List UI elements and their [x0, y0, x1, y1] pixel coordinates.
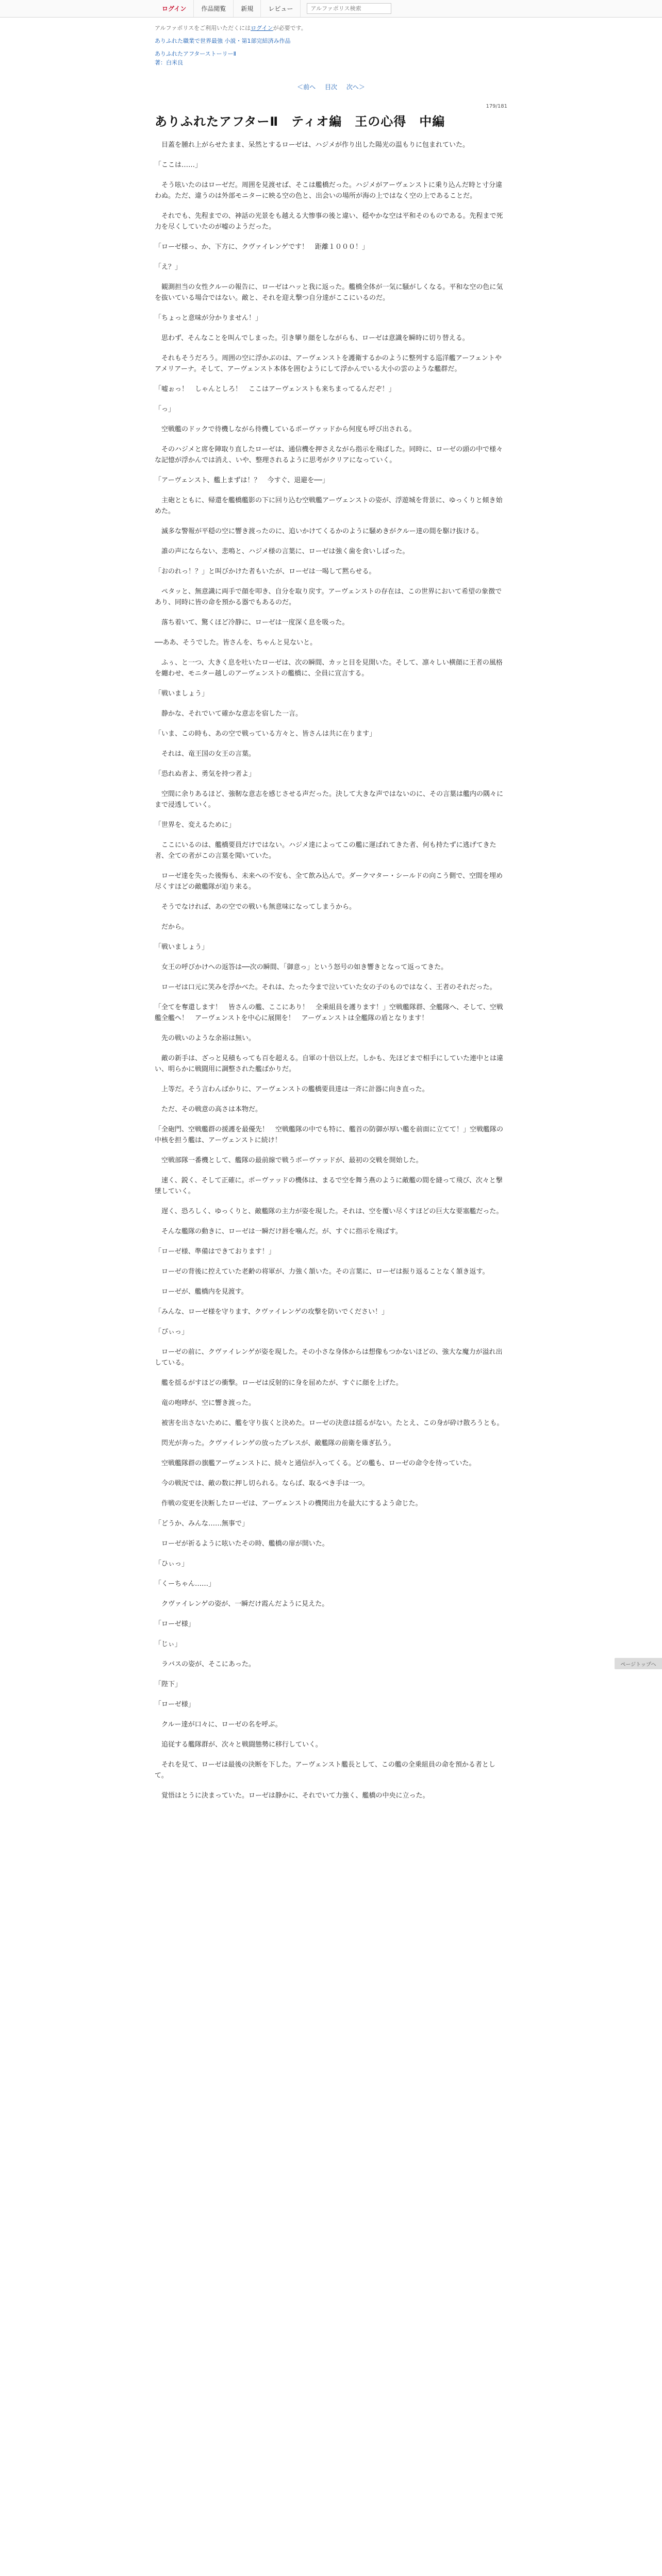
chapter-pager [0, 82, 662, 91]
chapter-paragraph: 敵の新手は、ざっと見積もっても百を超える。自軍の十倍以上だ。しかも、先ほどまで相手にしていた連中とは違い、明らかに戦闘用に調整された艦ばかりだ。 [155, 1055, 504, 1073]
page-top-button[interactable]: ページトップへ [615, 1658, 662, 1669]
chapter-paragraph: 空間に余りあるほど、強靭な意志を感じさせる声だった。決して大きな声ではないのに、その言葉は艦内の隅々にまで浸透していく。 [155, 790, 504, 809]
series-link[interactable]: ありふれた職業で世界最強 [155, 38, 223, 44]
chapter-paragraph: 艦を揺るがすほどの衝撃。ローゼは反射的に身を屈めたが、すぐに顔を上げた。 [155, 1379, 403, 1387]
chapter-paragraph: ローゼが祈るように呟いたその時、艦橋の扉が開いた。 [155, 1540, 329, 1548]
chapter-paragraph: 「嘘ぉっ！ しゃんとしろ！ ここはアーヴェンストも来ちまってるんだぞ！」 [155, 385, 395, 393]
chapter-paragraph: 先の戦いのような余裕は無い。 [155, 1035, 256, 1042]
chapter-paragraph: 「ここは……」 [155, 161, 202, 169]
chapter-paragraph: ここにいるのは、艦橋要員だけではない。ハジメ達によってこの艦に運ばれてきた者、何も持たずに逃げてきた者、全ての者がこの言葉を聞いていた。 [155, 841, 496, 860]
login-notice-post: が必要です。 [273, 25, 307, 31]
chapter-paragraph: それもそうだろう。周囲の空に浮かぶのは、アーヴェンストを護衛するかのように整列する巡洋艦アーフェントやアメリアーナ。そして、アーヴェンスト本体を囲むようにして浮かんでいる大小の雲のような艦群だ。 [155, 354, 502, 373]
index-link[interactable]: 目次 [324, 83, 337, 91]
chapter-paragraph: 「陛下」 [155, 1681, 182, 1688]
chapter-paragraph: ラバスの姿が、そこにあった。 [155, 1660, 255, 1668]
chapter-paragraph: 落ち着いて、驚くほど冷静に、ローゼは一度深く息を吸った。 [155, 619, 349, 626]
series-rest: 小説・第1部完結済み作品 [223, 38, 291, 44]
prev-chapter-link[interactable]: ＜前へ [297, 83, 316, 91]
chapter-paragraph: 「みんな、ローゼ様を守ります、クヴァイレンゲの攻撃を防いでください！」 [155, 1308, 388, 1316]
chapter-paragraph: 作戦の変更を決断したローゼは、アーヴェンストの機関出力を最大にするよう命じた。 [155, 1500, 422, 1507]
chapter-paragraph: 空戦艦隊群の旗艦アーヴェンストに、続々と通信が入ってくる。どの艦も、ローゼの命令を待っていた。 [155, 1460, 476, 1467]
chapter-paragraph: 誰の声にならない、悲鳴と、ハジメ様の言葉に、ローゼは強く歯を食いしばった。 [155, 548, 409, 555]
top-navigation-bar [0, 0, 662, 18]
chapter-paragraph: 「全砲門、空戦艦群の援護を最優先！ 空戦艦隊の中でも特に、艦首の防御が厚い艦を前面に立てて！」空戦艦隊の中核を担う艦は、アーヴェンストに続け！ [155, 1126, 504, 1144]
chapter-paragraph: 「ローゼ様っ、か、下方に、クヴァイレンゲです！ 距離１０００！」 [155, 243, 369, 251]
chapter-paragraph: ──ああ、そうでした。皆さんを、ちゃんと見ないと。 [155, 639, 317, 647]
chapter-paragraph: 「どうか、みんな……無事で」 [155, 1520, 249, 1528]
chapter-paragraph: 主砲とともに、帰還を艦橋艦影の下に回り込む空戦艦アーヴェンストの姿が、浮遊城を背景に、ゆっくりと傾き始めた。 [155, 497, 503, 515]
chapter-paragraph: それでも、先程までの、神話の光景をも越える大惨事の後と違い、穏やかな空は平和そのものである。先程まで死力を尽くしていたのが嘘のようだった。 [155, 212, 503, 231]
search-input[interactable] [307, 3, 391, 14]
login-notice [155, 24, 507, 32]
chapter-number: 179/181 [486, 104, 507, 109]
login-notice-pre: アルファポリスをご利用いただくには [155, 25, 251, 31]
chapter-paragraph: ローゼは口元に笑みを浮かべた。それは、たった今まで泣いていた女の子のものではなく、王者のそれだった。 [155, 984, 496, 991]
chapter-paragraph: 上等だ。そう言わんばかりに、アーヴェンストの艦橋要員達は一斉に計器に向き直った。 [155, 1086, 429, 1093]
chapter-paragraph: 「ローゼ様」 [155, 1701, 195, 1708]
work-subtitle-link[interactable]: ありふれたアフターストーリーⅡ [155, 50, 237, 57]
chapter-paragraph: 「じぃ」 [155, 1640, 181, 1648]
chapter-paragraph: 「恐れぬ者よ、勇気を持つ者よ」 [155, 770, 256, 778]
chapter-paragraph: そのハジメと席を陣取り直したローゼは、通信機を押さえながら指示を飛ばした。同時に、ローゼの頭の中で様々な記憶が浮かんでは消え、いや、整理されるように思考がクリアになっていく。 [155, 446, 503, 464]
chapter-paragraph: 「え？」 [155, 263, 182, 271]
chapter-paragraph: ローゼが、艦橋内を見渡す。 [155, 1288, 248, 1296]
review-link[interactable]: レビュー [261, 0, 301, 17]
chapter-paragraph: 「戦いましょう」 [155, 943, 209, 951]
chapter-paragraph: ただ、その戦意の高さは本物だ。 [155, 1106, 262, 1113]
chapter-paragraph: 遅く、恐ろしく、ゆっくりと、敵艦隊の主力が姿を現した。それは、空を覆い尽くすほどの巨大な要塞艦だった。 [155, 1208, 503, 1215]
chapter-paragraph: 「くーちゃん……」 [155, 1580, 216, 1588]
chapter-paragraph: 「アーヴェンスト、艦上まずは！？ 今すぐ、退避を──」 [155, 477, 329, 484]
chapter-paragraph: ローゼの背後に控えていた老齢の将軍が、力強く頷いた。その言葉に、ローゼは振り返ることなく頷き返す。 [155, 1268, 489, 1276]
chapter-paragraph: 「世界を、変えるために」 [155, 821, 236, 829]
chapter-paragraph: 目蓋を腫れ上がらせたまま、呆然とするローゼは、ハジメが作り出した陽光の温もりに包まれていた。 [155, 141, 469, 149]
chapter-paragraph: 「ローゼ様、準備はできております！」 [155, 1248, 275, 1256]
chapter-paragraph: 「っ」 [155, 405, 175, 413]
chapter-content [155, 104, 507, 1801]
series-line [155, 37, 507, 45]
chapter-paragraph: 観測担当の女性クルーの報告に、ローゼはハッと我に返った。艦橋全体が一気に騒がしくなる。平和な空の色に気を抜いている場合ではない。敵と、それを迎え撃つ自分達がここにいるのだ。 [155, 283, 503, 302]
chapter-paragraph: 「戦いましょう」 [155, 690, 209, 698]
chapter-paragraph: 女王の呼びかけへの返答は──次の瞬間、「御意っ」という怒号の如き響きとなって返ってきた。 [155, 963, 448, 971]
chapter-paragraph: 「おのれっ！？」と叫びかけた者もいたが、ローゼは一喝して黙らせる。 [155, 568, 376, 575]
chapter-paragraph: 空戦艦のドックで待機しながら待機しているポーヴァッドから何度も呼び出される。 [155, 426, 416, 433]
chapter-paragraph: だから。 [155, 923, 189, 931]
work-subtitle [155, 49, 507, 58]
chapter-paragraph: 静かな、それでいて確かな意志を宿した一言。 [155, 710, 303, 718]
chapter-paragraph: そんな艦隊の動きに、ローゼは一瞬だけ唇を噛んだ。が、すぐに指示を飛ばす。 [155, 1228, 402, 1235]
chapter-paragraph: 追従する艦隊群が、次々と戦闘態勢に移行していく。 [155, 1741, 322, 1749]
chapter-paragraph: 思わず、そんなことを叫んでしまった。引き攣り顔をしながらも、ローゼは意識を瞬時に切り替える。 [155, 334, 469, 342]
chapter-paragraph: 閃光が奔った。クヴァイレンゲの放ったブレスが、敵艦隊の前衛を薙ぎ払う。 [155, 1439, 395, 1447]
chapter-paragraph: 空戦部隊一番機として、艦隊の最前線で戦うポーヴァッドが、最初の交戦を開始した。 [155, 1157, 423, 1164]
chapter-paragraph: ふぅ、と一つ、大きく息を吐いたローゼは、次の瞬間、カッと目を見開いた。そして、凛々しい横顔に王者の風格を纏わせ、モニター越しのアーヴェンストの艦橋に、全員に宣言する。 [155, 659, 503, 677]
novel-link[interactable]: 新規 [234, 0, 261, 17]
chapter-paragraph: そうでなければ、あの空での戦いも無意味になってしまうから。 [155, 903, 356, 911]
chapter-paragraph: 「ローゼ様」 [155, 1620, 195, 1628]
chapter-paragraph: クヴァイレンゲの姿が、一瞬だけ霞んだように見えた。 [155, 1600, 329, 1608]
chapter-paragraph: 速く、鋭く、そして正確に。ポーヴァッドの機体は、まるで空を舞う燕のように敵艦の間を縫って飛び、次々と撃墜していく。 [155, 1177, 503, 1195]
chapter-paragraph: 「いま、この時も、あの空で戦っている方々と、皆さんは共に在ります」 [155, 730, 376, 738]
chapter-body [155, 140, 507, 1801]
chapter-paragraph: 「ちょっと意味が分かりません！」 [155, 314, 262, 322]
chapter-paragraph: ペタッと、無意識に両手で顔を叩き、自分を取り戻す。アーヴェンストの存在は、この世界において希望の象徴であり、同時に皆の命を預かる器でもあるのだ。 [155, 588, 502, 606]
login-button[interactable]: ログイン [155, 0, 194, 17]
chapter-paragraph: 滅多な警報が平穏の空に響き渡ったのに、追いかけてくるかのように騒めきがクルー達の間を駆け抜ける。 [155, 528, 483, 535]
author-line: 著：白米良 [155, 59, 183, 66]
chapter-paragraph: 「全てを奪還します！ 皆さんの艦、ここにあり！ 全乗組員を護ります！」空戦艦隊群、全艦隊へ、そして、空戦艦全艦へ！ アーヴェンストを中心に展開を！ アーヴェンストは全艦隊の盾となります！ [155, 1004, 503, 1022]
chapter-paragraph: 被害を出さないために、艦を守り抜くと決めた。ローゼの決意は揺るがない。たとえ、この身が砕け散ろうとも。 [155, 1419, 504, 1427]
next-chapter-link[interactable]: 次へ＞ [346, 83, 365, 91]
chapter-paragraph: 覚悟はとうに決まっていた。ローゼは静かに、それでいて力強く、艦橋の中央に立った。 [155, 1792, 429, 1800]
work-header [155, 18, 507, 67]
chapter-paragraph: 竜の咆哮が、空に響き渡った。 [155, 1399, 256, 1407]
chapter-paragraph: クルー達が口々に、ローゼの名を呼ぶ。 [155, 1721, 282, 1728]
chapter-paragraph: ローゼ達を失った後悔も、未来への不安も、全て飲み込んで。ダークマター・シールドの向こう側で、空間を埋め尽くすほどの敵艦隊が迫り来る。 [155, 872, 503, 891]
chapter-title: ありふれたアフターⅡ ティオ編 王の心得 中編 [155, 114, 445, 129]
works-link[interactable]: 作品閲覧 [194, 0, 234, 17]
chapter-paragraph: それは、竜王国の女王の言葉。 [155, 750, 256, 758]
chapter-paragraph: 「ぴぃっ」 [155, 1328, 189, 1336]
chapter-paragraph: そう呟いたのはローゼだ。周囲を見渡せば、そこは艦橋だった。ハジメがアーヴェンストに乗り込んだ時と寸分違わぬ。ただ、違うのは外部モニターに映る空の色と、出会いの場所が海の上ではなく空の上であることだ。 [155, 181, 503, 200]
login-notice-link[interactable]: ログイン [251, 25, 273, 31]
chapter-paragraph: 「ひぃっ」 [155, 1560, 189, 1568]
chapter-paragraph: ローゼの前に、クヴァイレンゲが姿を現した。その小さな身体からは想像もつかないほどの、強大な魔力が溢れ出している。 [155, 1348, 503, 1367]
chapter-paragraph: それを見て、ローゼは最後の決断を下した。アーヴェンスト艦長として、この艦の全乗組員の命を預かる者として。 [155, 1761, 495, 1780]
chapter-paragraph: 今の戦況では、敵の数に押し切られる。ならば、取るべき手は一つ。 [155, 1480, 369, 1487]
